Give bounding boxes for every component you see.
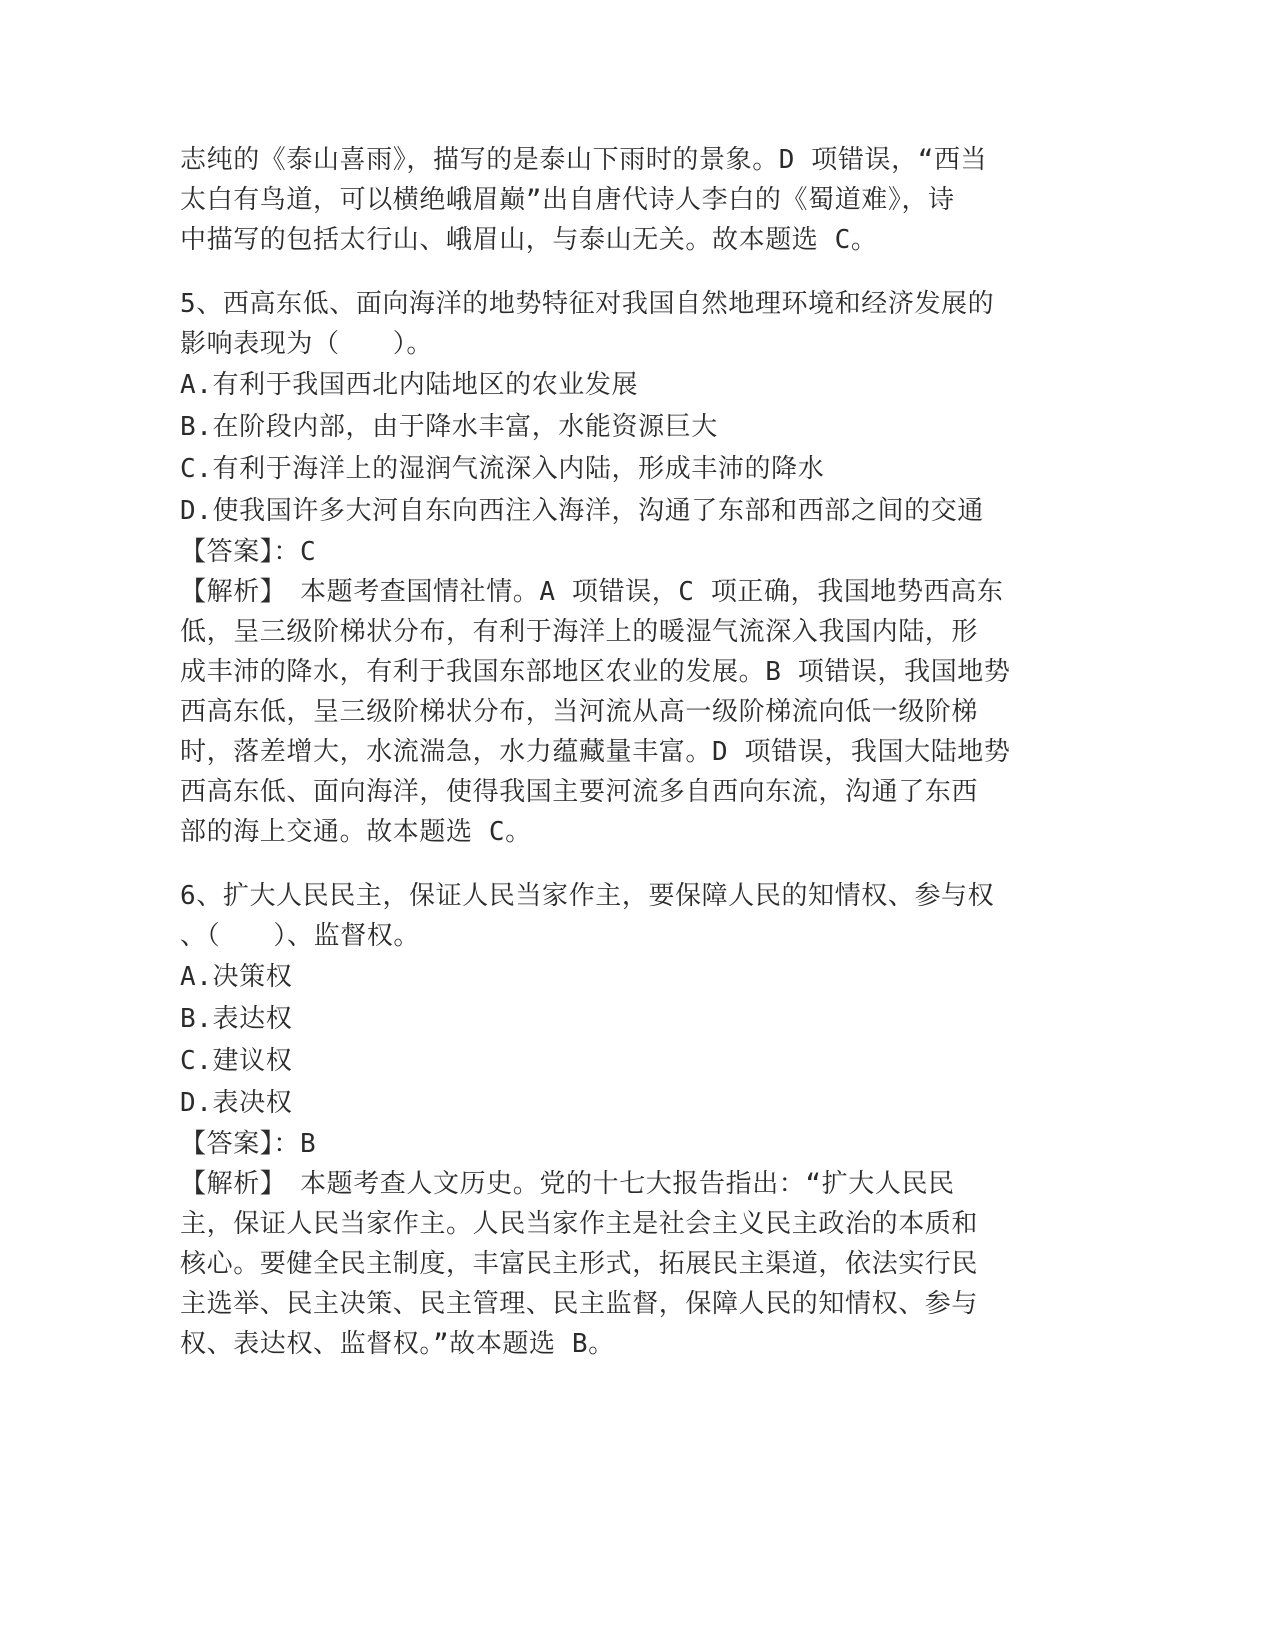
analysis-line: 时，落差增大，水流湍急，水力蕴藏量丰富。D 项错误，我国大陆地势 [180,737,1011,767]
option-c: C.有利于海洋上的湿润气流深入内陆，形成丰沛的降水 [180,454,825,484]
option-c: C.建议权 [180,1046,293,1076]
analysis-line: 西高东低、面向海洋，使得我国主要河流多自西向东流，沟通了东西 [180,777,979,807]
question-stem [180,284,1050,364]
analysis-line: 权、表达权、监督权。”故本题选 B。 [180,1329,615,1359]
text-line: 太白有鸟道，可以横绝峨眉巅”出自唐代诗人李白的《蜀道难》，诗 [180,185,955,215]
stem-line: 6、扩大人民民主，保证人民当家作主，要保障人民的知情权、参与权 [180,881,995,911]
analysis-line: 【解析】 本题考查人文历史。党的十七大报告指出：“扩大人民民 [180,1169,955,1199]
option-list [180,364,1050,532]
analysis-line: 低，呈三级阶梯状分布，有利于海洋上的暖湿气流深入我国内陆，形 [180,617,979,647]
stem-line: 影响表现为（ ）。 [180,329,434,359]
option-d: D.表决权 [180,1088,293,1118]
stem-line: 5、西高东低、面向海洋的地势特征对我国自然地理环境和经济发展的 [180,289,995,319]
answer-line: 【答案】：B [180,1129,317,1159]
question-5 [180,284,1050,852]
analysis-line: 部的海上交通。故本题选 C。 [180,817,532,847]
option-d: D.使我国许多大河自东向西注入海洋，沟通了东部和西部之间的交通 [180,496,984,526]
analysis-line: 【解析】 本题考查国情社情。A 项错误，C 项正确，我国地势西高东 [180,577,1004,607]
previous-analysis-continuation [180,140,1050,260]
analysis-line: 西高东低，呈三级阶梯状分布，当河流从高一级阶梯流向低一级阶梯 [180,697,979,727]
answer-line: 【答案】：C [180,537,317,567]
question-6 [180,876,1050,1364]
option-b: B.表达权 [180,1004,293,1034]
question-stem [180,876,1050,956]
analysis-line: 主选举、民主决策、民主管理、民主监督，保障人民的知情权、参与 [180,1289,979,1319]
analysis-line: 主，保证人民当家作主。人民当家作主是社会主义民主政治的本质和 [180,1209,979,1239]
analysis-line: 核心。要健全民主制度，丰富民主形式，拓展民主渠道，依法实行民 [180,1249,979,1279]
option-a: A.决策权 [180,962,293,992]
analysis-line: 成丰沛的降水，有利于我国东部地区农业的发展。B 项错误，我国地势 [180,657,1011,687]
option-b: B.在阶段内部，由于降水丰富，水能资源巨大 [180,412,718,442]
text-line: 志纯的《泰山喜雨》，描写的是泰山下雨时的景象。D 项错误，“西当 [180,145,988,175]
stem-line: 、（ ）、监督权。 [180,921,421,951]
text-line: 中描写的包括太行山、峨眉山，与泰山无关。故本题选 C。 [180,225,878,255]
document-page [180,140,1050,1364]
option-a: A.有利于我国西北内陆地区的农业发展 [180,370,639,400]
option-list [180,956,1050,1124]
analysis [180,1164,1050,1364]
analysis [180,572,1050,852]
